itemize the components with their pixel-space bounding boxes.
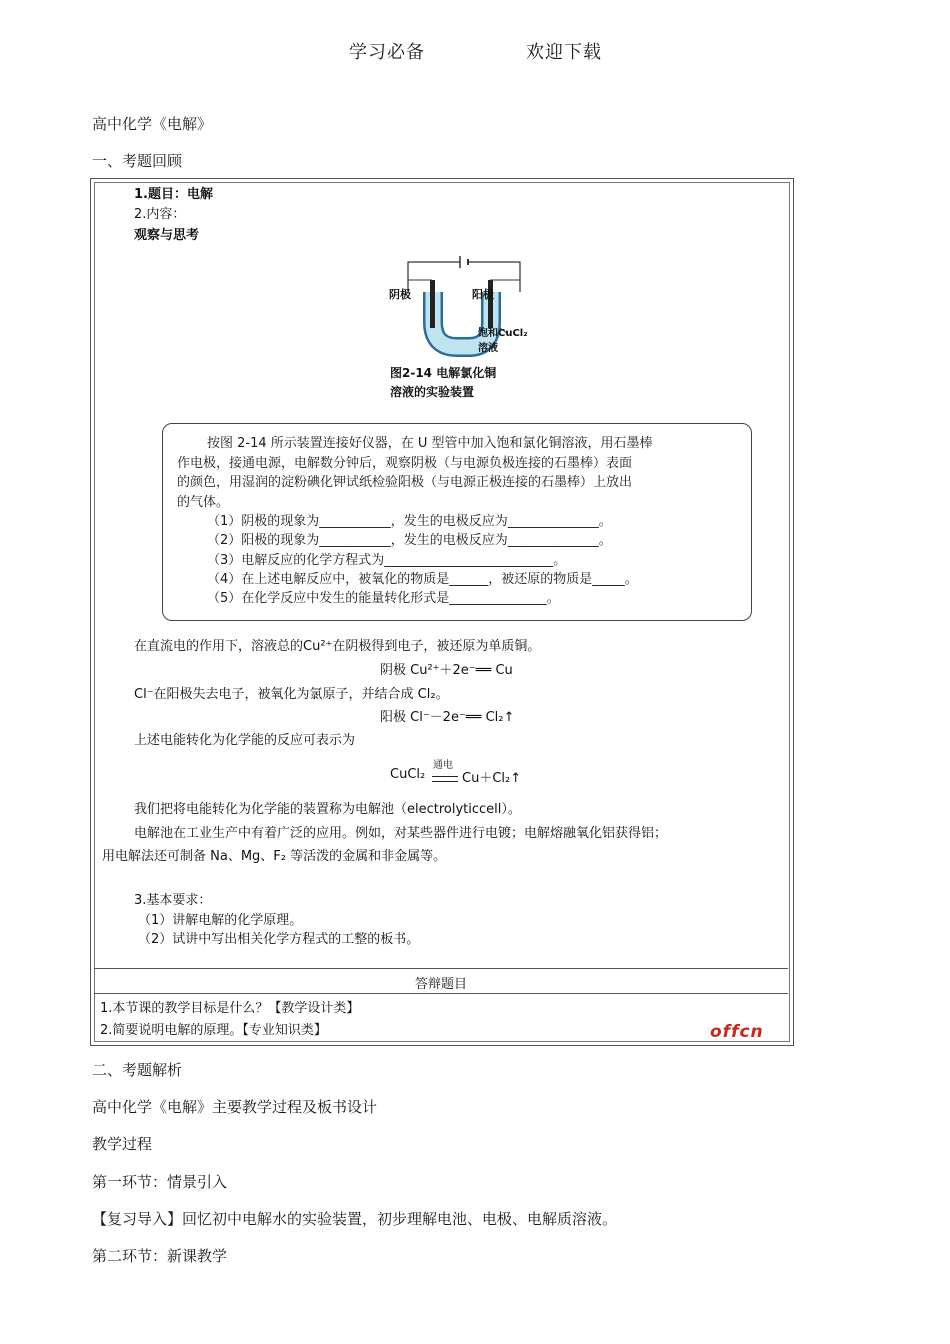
electrolytic-cell-definition: 我们把将电能转化为化学能的装置称为电解池（electrolyticcell）。 — [134, 802, 521, 817]
explanation-text: 在直流电的作用下，溶液总的Cu²⁺在阴极得到电子，被还原为单质铜。 — [134, 639, 541, 654]
question-3: （3）电解反应的化学方程式为__________________________。 — [207, 553, 567, 568]
requirement-item: （1）讲解电解的化学原理。 — [138, 913, 303, 928]
question-4: （4）在上述电解反应中，被氧化的物质是______，被还原的物质是_____。 — [207, 572, 638, 587]
divider — [94, 993, 788, 994]
application-text: 电解池在工业生产中有着广泛的应用。例如，对某些器件进行电镀；电解熔融氧化铝获得铝； — [134, 826, 668, 841]
divider — [94, 968, 788, 969]
question-text: 的气体。 — [177, 495, 230, 510]
cathode-label: 阴极 — [389, 288, 411, 301]
paragraph: 第一环节：情景引入 — [92, 1173, 228, 1191]
solution-label-2: 溶液 — [478, 343, 498, 354]
application-text: 用电解法还可制备 Na、Mg、F₂ 等活泼的金属和非金属等。 — [102, 849, 447, 864]
paragraph: 高中化学《电解》主要教学过程及板书设计 — [92, 1098, 378, 1116]
question-text: 的颜色，用湿润的淀粉碘化钾试纸检验阳极（与电源正极连接的石墨棒）上放出 — [177, 475, 633, 490]
topic-item: 1.题目：电解 — [134, 187, 213, 202]
overall-equation-products: Cu＋Cl₂↑ — [462, 771, 522, 786]
circuit-wire — [408, 256, 520, 292]
question-box — [162, 423, 752, 621]
question-5: （5）在化学反应中发生的能量转化形式是_______________。 — [207, 591, 560, 606]
reaction-condition: 通电 — [433, 760, 453, 771]
anode-label: 阳极 — [472, 288, 494, 301]
section-heading-review: 一、考题回顾 — [92, 152, 183, 170]
offcn-logo: offcn — [710, 1022, 764, 1042]
figure-caption-2: 溶液的实验装置 — [390, 385, 475, 399]
requirements-heading: 3.基本要求： — [134, 893, 212, 908]
figure-caption: 图2-14 电解氯化铜 — [390, 366, 497, 380]
explanation-text: Cl⁻在阳极失去电子，被氧化为氯原子，并结合成 Cl₂。 — [134, 687, 449, 702]
doc-title: 高中化学《电解》 — [92, 115, 213, 133]
header-left: 学习必备 — [349, 42, 425, 63]
content-item: 2.内容： — [134, 207, 186, 222]
defense-question-2: 2.简要说明电解的原理。【专业知识类】 — [100, 1023, 327, 1038]
header-right: 欢迎下载 — [526, 42, 602, 63]
question-1: （1）阴极的现象为___________，发生的电极反应为______________。 — [207, 514, 612, 529]
question-2: （2）阳极的现象为___________，发生的电极反应为______________。 — [207, 533, 612, 548]
overall-equation-reactant: CuCl₂ — [390, 767, 426, 782]
solution-label: 饱和CuCl₂ — [478, 328, 528, 339]
explanation-text: 上述电能转化为化学能的反应可表示为 — [134, 733, 356, 748]
requirement-item: （2）试讲中写出相关化学方程式的工整的板书。 — [138, 932, 420, 947]
question-text: 作电极，接通电源，电解数分钟后，观察阴极（与电源负极连接的石墨棒）表面 — [177, 456, 633, 471]
equation-equals-sign — [432, 776, 458, 782]
paragraph: 【复习导入】回忆初中电解水的实验装置，初步理解电池、电极、电解质溶液。 — [92, 1210, 618, 1228]
question-text: 按图 2-14 所示装置连接好仪器，在 U 型管中加入饱和氯化铜溶液，用石墨棒 — [207, 436, 653, 451]
anode-equation: 阳极 Cl⁻－2e⁻══ Cl₂↑ — [380, 710, 515, 725]
section-heading-analysis: 二、考题解析 — [92, 1061, 183, 1079]
paragraph: 第二环节：新课教学 — [92, 1247, 228, 1265]
observe-heading: 观察与思考 — [134, 228, 200, 243]
cathode-equation: 阴极 Cu²⁺＋2e⁻══ Cu — [380, 663, 513, 678]
defense-question-1: 1.本节课的教学目标是什么？【教学设计类】 — [100, 1001, 360, 1016]
answer-section-header: 答辩题目 — [414, 977, 467, 992]
paragraph: 教学过程 — [92, 1135, 153, 1153]
cathode-electrode — [430, 280, 435, 328]
